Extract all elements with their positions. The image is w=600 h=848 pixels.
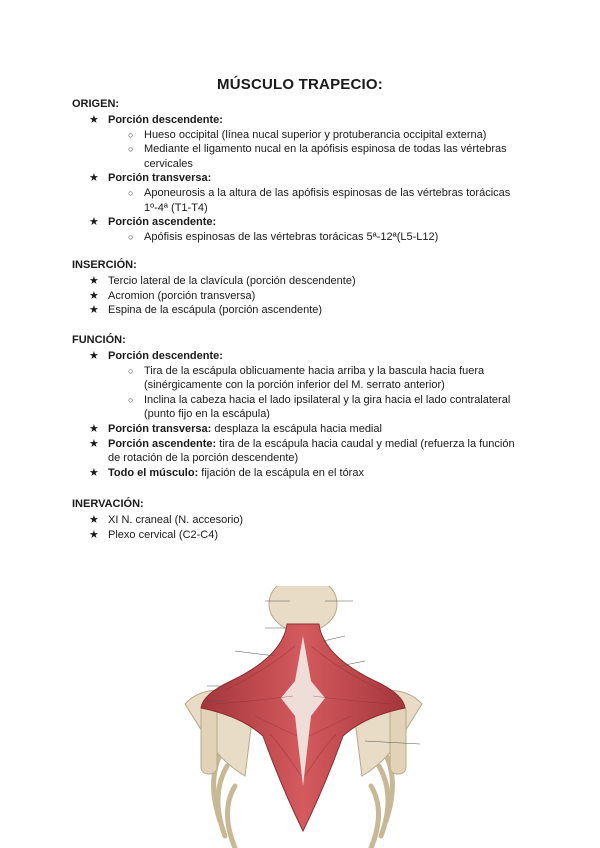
list-item: ★ Todo el músculo: fijación de la escápula en el tórax bbox=[89, 466, 364, 479]
insercion-list bbox=[72, 274, 542, 318]
star-bullet-icon: ★ bbox=[89, 466, 99, 479]
circle-bullet-icon: ○ bbox=[128, 394, 134, 405]
list-item: ★ Espina de la escápula (porción ascendente) bbox=[89, 304, 323, 317]
sub-list-item: ○ Hueso occipital (línea nucal superior y protuberancia occipital externa) bbox=[128, 128, 487, 141]
list-item: ★ Porción transversa: desplaza la escápula hacia medial bbox=[89, 422, 382, 435]
list-item: ★ Porción ascendente: bbox=[89, 216, 217, 229]
section-origen bbox=[72, 97, 542, 244]
star-bullet-icon: ★ bbox=[89, 437, 99, 450]
sub-list-item: ○ Mediante el ligamento nucal en la apófisis espinosa de todas las vértebras bbox=[128, 143, 507, 156]
section-heading-funcion: FUNCIÓN: bbox=[72, 334, 126, 346]
star-bullet-icon: ★ bbox=[89, 514, 99, 526]
section-heading-insercion: INSERCIÓN: bbox=[72, 259, 137, 271]
section-inervacion bbox=[72, 497, 542, 542]
trapezius-illustration bbox=[165, 586, 442, 848]
sub-list-item-continued: 1º-4ª (T1-T4) bbox=[144, 201, 208, 214]
section-insercion bbox=[72, 258, 542, 318]
circle-bullet-icon: ○ bbox=[128, 231, 134, 242]
circle-bullet-icon: ○ bbox=[128, 129, 134, 140]
circle-bullet-icon: ○ bbox=[128, 365, 134, 376]
star-bullet-icon: ★ bbox=[89, 422, 99, 435]
list-item: ★ Porción descendente: bbox=[89, 350, 223, 362]
circle-bullet-icon: ○ bbox=[128, 144, 134, 155]
star-bullet-icon: ★ bbox=[89, 114, 99, 126]
star-bullet-icon: ★ bbox=[89, 350, 99, 362]
list-item-continued: de rotación de la porción descendente) bbox=[108, 452, 299, 465]
inervacion-list bbox=[72, 513, 542, 542]
section-heading-inervacion: INERVACIÓN: bbox=[72, 498, 144, 510]
star-bullet-icon: ★ bbox=[89, 216, 99, 229]
left-arm-bone bbox=[201, 704, 217, 774]
section-funcion bbox=[72, 333, 542, 480]
star-bullet-icon: ★ bbox=[89, 304, 99, 317]
star-bullet-icon: ★ bbox=[89, 275, 99, 287]
trapezius-drawing bbox=[165, 586, 442, 848]
list-item: ★ XI N. craneal (N. accesorio) bbox=[89, 514, 244, 526]
right-arm-bone bbox=[390, 704, 406, 774]
list-item: ★ Plexo cervical (C2-C4) bbox=[89, 528, 219, 541]
list-item: ★ Acromion (porción transversa) bbox=[89, 289, 256, 302]
sub-list-item: ○ Tira de la escápula oblicuamente hacia arriba y la bascula hacia fuera bbox=[128, 364, 485, 377]
star-bullet-icon: ★ bbox=[89, 289, 99, 302]
circle-bullet-icon: ○ bbox=[128, 187, 134, 198]
funcion-list bbox=[72, 349, 542, 480]
list-item: ★ Porción descendente: bbox=[89, 114, 223, 126]
sub-list-item-continued: (punto fijo en la escápula) bbox=[144, 408, 270, 421]
sub-list-item: ○ Aponeurosis a la altura de las apófisis espinosas de las vértebras torácicas bbox=[128, 186, 511, 199]
list-item: ★ Porción ascendente: tira de la escápula hacia caudal y medial (refuerza la función bbox=[89, 437, 515, 450]
star-bullet-icon: ★ bbox=[89, 528, 99, 541]
sub-list-item-continued: (sinérgicamente con la porción inferior del M. serrato anterior) bbox=[144, 379, 445, 392]
star-bullet-icon: ★ bbox=[89, 172, 99, 185]
list-item: ★ Tercio lateral de la clavícula (porción descendente) bbox=[89, 275, 356, 287]
sub-list-item: ○ Apófisis espinosas de las vértebras torácicas 5ª-12ª(L5-L12) bbox=[128, 230, 439, 243]
origen-list bbox=[72, 113, 542, 244]
page-title: MÚSCULO TRAPECIO: bbox=[217, 76, 383, 93]
sub-list-item: ○ Inclina la cabeza hacia el lado ipsilateral y la gira hacia el lado contralateral bbox=[128, 393, 511, 406]
list-item: ★ Porción transversa: bbox=[89, 172, 212, 185]
section-heading-origen: ORIGEN: bbox=[72, 98, 120, 110]
sub-list-item-continued: cervicales bbox=[144, 157, 193, 170]
